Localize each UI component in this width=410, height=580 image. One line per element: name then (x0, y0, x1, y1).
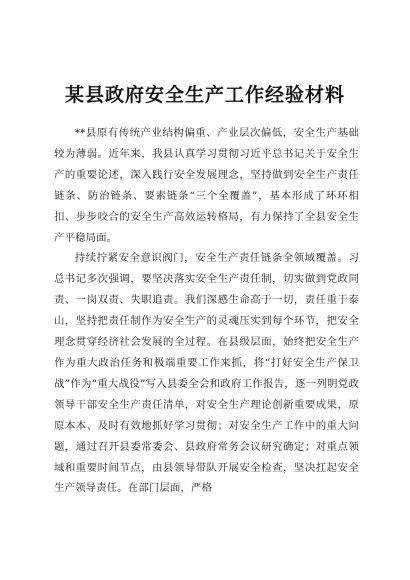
paragraph-responsibility: 持续拧紧安全意识阀门，安全生产责任链条全领域覆盖。习总书记多次强调，要坚决落实安全生产责任制，切实做到党政同责、一岗双责、失职追责。我们深感生命高于一切，责任重于泰山，坚持把责任制作为安全生产的灵魂压实到每个环节，把安全理念贯穿经济社会发展的全过程。在县级层面，始终把安全生产作为重大政治任务和极端重要工作来抓，将“打好安全生产保卫战”作为“重大战役”写入县委全会和政府工作报告，逐一列明党政领导干部安全生产责任清单，对安全生产理论创新重要成果，原原本本、及时有效地抓好学习贯彻；对安全生产工作中的重大问题，通过召开县委常委会、县政府常务会议研究确定；对重点领域和重要时间节点，由县领导带队开展安全检查，坚决扛起安全生产领导责任。在部门层面，严格 (54, 252, 359, 495)
paragraph-intro: **县原有传统产业结构偏重、产业层次偏低，安全生产基础较为薄弱。近年来，我县认真学习贯彻习近平总书记关于安全生产的重要论述，深入践行安全发展理念，坚持做到安全生产责任链条、防治链条、要素链条“三个全覆盖”，基本形成了环环相扣、步步咬合的安全生产高效运转格局，有力保持了全县安全生产平稳局面。 (54, 127, 359, 244)
document-body (54, 123, 359, 499)
document-title: 某县政府安全生产工作经验材料 (64, 84, 345, 106)
